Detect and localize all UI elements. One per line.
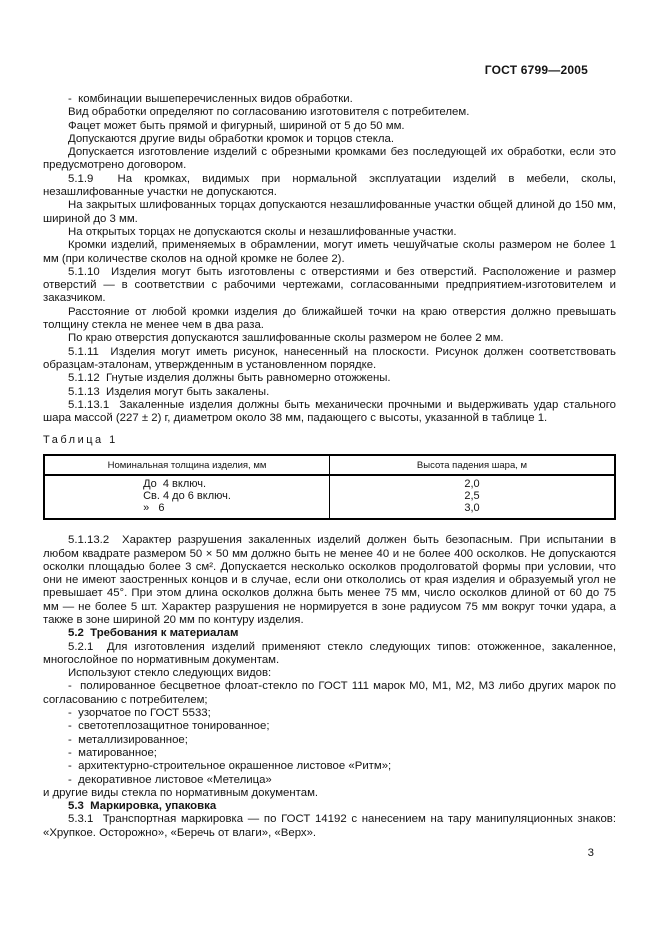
body-paragraph: и другие виды стекла по нормативным документам. — [43, 786, 319, 799]
list-item: - металлизированное; — [68, 733, 188, 746]
body-paragraph: - комбинации вышеперечисленных видов обработки. — [68, 93, 353, 105]
clause-5-3-1: 5.3.1 Транспортная маркировка — по ГОСТ 14192 с нанесением на тару манипуляционных знаков: «Хрупкое. Осторожно», «Беречь от влаги», «Верх». — [43, 813, 616, 839]
body-paragraph: Расстояние от любой кромки изделия до ближайшей точки на краю отверстия должно превышать толщину стекла не менее чем в два раза. — [43, 305, 616, 332]
table-label: Таблица 1 — [43, 434, 118, 447]
list-item: - узорчатое по ГОСТ 5533; — [68, 707, 211, 720]
body-paragraph: Допускается изготовление изделий с обрезными кромками без последующей их обработки, если это предусмотрено договором. — [43, 146, 616, 172]
table-value: Св. 4 до 6 включ. — [143, 490, 231, 503]
clause-5-1-10: 5.1.10 Изделия могут быть изготовлены с отверстиями и без отверстий. Расположение и размер отверстий — в соответствии с рабочими чертежами, согласованными предприятием-изготовителем и заказчиком. — [43, 265, 616, 305]
table-value: » 6 — [143, 501, 165, 514]
body-paragraph: На закрытых шлифованных торцах допускаются незашлифованные участки общей длиной до 150 мм, шириной до 3 мм. — [43, 199, 616, 225]
list-item: - архитектурно-строительное окрашенное листовое «Ритм»; — [68, 760, 392, 773]
table-value: 3,0 — [464, 501, 480, 514]
page-number: 3 — [587, 847, 594, 860]
section-heading-5-2: 5.2 Требования к материалам — [68, 627, 239, 640]
body-paragraph: Используют стекло следующих видов: — [68, 667, 272, 680]
table-col-header-thickness: Номинальная толщина изделия, мм — [44, 455, 330, 475]
section-heading-5-3: 5.3 Маркировка, упаковка — [68, 800, 217, 813]
table-value: 2,5 — [464, 490, 480, 503]
list-item: - декоративное листовое «Метелица» — [68, 773, 272, 786]
table-value: До 4 включ. — [143, 478, 207, 491]
body-paragraph: На открытых торцах не допускаются сколы и незашлифованные участки. — [68, 225, 457, 238]
clause-5-1-9: 5.1.9 На кромках, видимых при нормальной эксплуатации изделий в мебели, сколы, незашлифованные участки не допускаются. — [43, 172, 616, 199]
table-value: 2,0 — [464, 478, 480, 491]
body-paragraph: Кромки изделий, применяемых в обрамлении, могут иметь чешуйчатые сколы размером не более 1 мм (при количестве сколов на одной кромке не более 2). — [43, 239, 616, 265]
list-item: - матированное; — [68, 746, 157, 759]
clause-5-2-1: 5.2.1 Для изготовления изделий применяют стекло следующих типов: отожженное, закаленное, многослойное по нормативным документам. — [43, 640, 616, 666]
body-paragraph: Допускаются другие виды обработки кромок и торцов стекла. — [68, 132, 395, 145]
body-paragraph: Вид обработки определяют по согласованию изготовителя с потребителем. — [68, 106, 470, 119]
list-item: - полированное бесцветное флоат-стекло по ГОСТ 111 марок М0, М1, М2, М3 либо других марок по согласованию с потребителем; — [43, 680, 616, 706]
table-cell-thickness — [44, 475, 330, 519]
doc-code-header: ГОСТ 6799—2005 — [484, 63, 588, 77]
body-paragraph: Фацет может быть прямой и фигурный, шириной от 5 до 50 мм. — [68, 119, 405, 132]
clause-5-1-11: 5.1.11 Изделия могут иметь рисунок, нанесенный на плоскости. Рисунок должен соответствовать образцам-эталонам, утвержденным в установленном порядке. — [43, 345, 616, 371]
body-paragraph: По краю отверстия допускаются зашлифованные сколы размером не более 2 мм. — [68, 332, 504, 345]
table-row — [44, 475, 615, 519]
clause-5-1-13: 5.1.13 Изделия могут быть закалены. — [68, 385, 270, 398]
table-1-drop-height — [43, 454, 616, 520]
clause-5-1-12: 5.1.12 Гнутые изделия должны быть равномерно отожжены. — [68, 372, 391, 385]
clause-5-1-13-1: 5.1.13.1 Закаленные изделия должны быть механически прочными и выдерживать удар стального шара массой (227 ± 2) г, диаметром около 38 мм, падающего с высоты, указанной в таблице 1. — [43, 398, 616, 425]
table-col-header-drop-height: Высота падения шара, м — [330, 455, 616, 475]
clause-5-1-13-2: 5.1.13.2 Характер разрушения закаленных изделий должен быть безопасным. При испытании в любом квадрате размером 50 × 50 мм должно быть не менее 40 и не более 400 осколков. Не допускаются осколки площадью более 3 см². Допускается несколько осколков продолговатой формы при условии, что они не имеют заостренных концов и в случае, если они откололись от края изделия и образуемый угол не превышает 45°. При этом длина осколков должна быть менее 75 мм, число осколков длиной от 60 до 75 мм — не более 5 шт. Характер разрушения не нормируется в зоне радиусом 75 мм вокруг точки удара, а также в зоне шириной 20 мм по контуру изделия. — [43, 534, 616, 626]
table-cell-drop-height — [330, 475, 616, 519]
list-item: - светотеплозащитное тонированное; — [68, 720, 270, 733]
